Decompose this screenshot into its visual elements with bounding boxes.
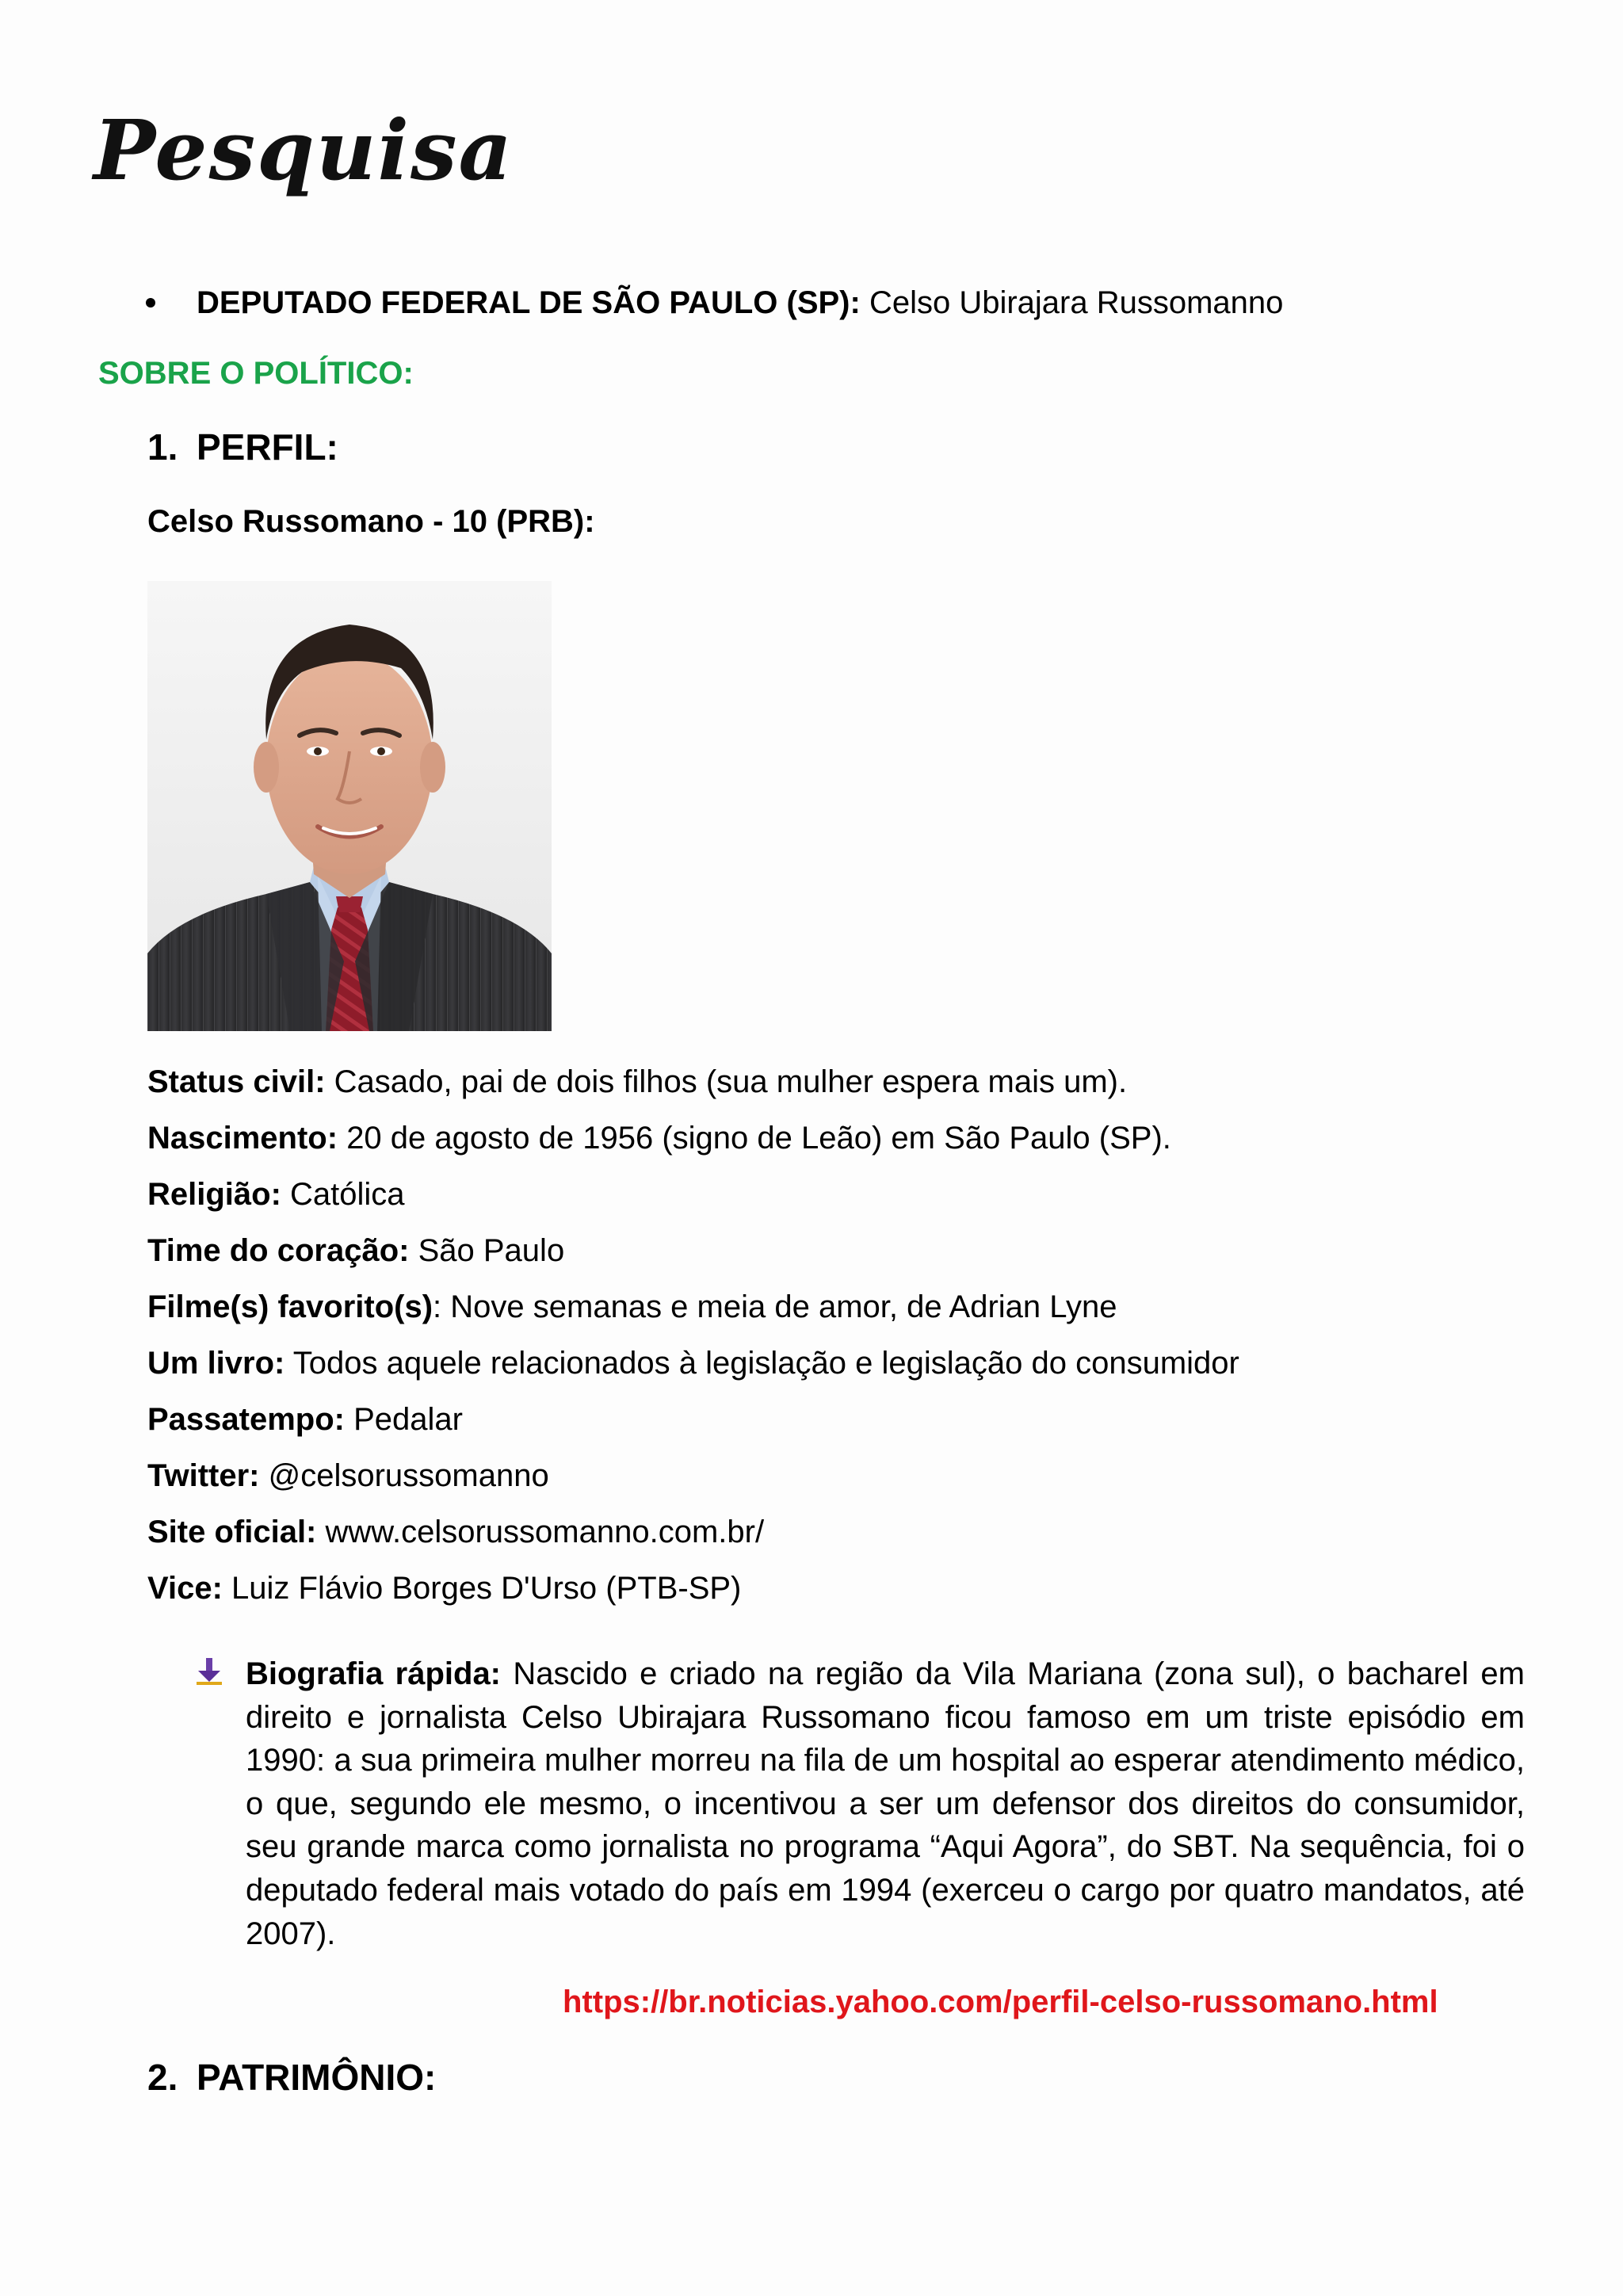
- deputy-line: [197, 285, 1283, 321]
- deputy-name: Celso Ubirajara Russomanno: [869, 285, 1284, 320]
- field-label: Site oficial:: [147, 1515, 317, 1549]
- field-label: Time do coração:: [147, 1233, 410, 1268]
- field-value: @celsorussomanno: [268, 1458, 549, 1493]
- bio-label: Biografia rápida:: [246, 1656, 502, 1691]
- field-value: : Nove semanas e meia de amor, de Adrian Lyne: [433, 1289, 1117, 1324]
- bio-paragraph: [246, 1652, 1525, 1955]
- candidate-name-line: Celso Russomano - 10 (PRB):: [147, 504, 595, 539]
- field-label: Passatempo:: [147, 1402, 345, 1437]
- field-value: www.celsorussomanno.com.br/: [325, 1515, 765, 1549]
- field-time: [147, 1232, 564, 1269]
- field-nascimento: [147, 1120, 1171, 1156]
- portrait-image: [147, 581, 552, 1031]
- field-label: Nascimento:: [147, 1121, 338, 1156]
- bio-text: Nascido e criado na região da Vila Mariana (zona sul), o bacharel em direito e jornalista Celso Ubirajara Russomano ficou famoso em um triste episódio em 1990: a sua primeira mulher morreu na fila de um hospital ao esperar atendimento médico, o que, segundo ele mesmo, o incentivou a ser um defensor dos direitos do consumidor, seu grande marca como jornalista no programa “Aqui Agora”, do SBT. Na sequência, foi o deputado federal mais votado do país em 1994 (exerceu o cargo por quatro mandatos, até 2007).: [246, 1656, 1525, 1951]
- section-heading-about: SOBRE O POLÍTICO:: [98, 356, 414, 391]
- field-label: Status civil:: [147, 1064, 326, 1099]
- field-value: São Paulo: [418, 1233, 565, 1268]
- field-passatempo: [147, 1401, 463, 1438]
- field-religiao: [147, 1176, 405, 1213]
- source-link[interactable]: https://br.noticias.yahoo.com/perfil-celso-russomano.html: [563, 1985, 1438, 2019]
- field-livro: [147, 1345, 1239, 1381]
- field-twitter: [147, 1457, 549, 1494]
- arrow-down-bullet-icon: [197, 1658, 222, 1685]
- deputy-label: DEPUTADO FEDERAL DE SÃO PAULO (SP):: [197, 285, 861, 320]
- field-vice: [147, 1570, 741, 1606]
- heading-perfil: [147, 426, 338, 468]
- field-label: Vice:: [147, 1571, 223, 1606]
- field-value: Casado, pai de dois filhos (sua mulher espera mais um).: [334, 1064, 1128, 1099]
- field-value: Católica: [290, 1177, 405, 1212]
- field-value: Todos aquele relacionados à legislação e legislação do consumidor: [292, 1346, 1239, 1381]
- field-status-civil: [147, 1064, 1127, 1100]
- field-label: Twitter:: [147, 1458, 260, 1493]
- field-site: [147, 1514, 764, 1550]
- heading-patrimonio: [147, 2057, 436, 2098]
- field-value: Pedalar: [353, 1402, 463, 1437]
- page-title: Pesquisa: [94, 101, 514, 199]
- bullet-dot-icon: [146, 298, 155, 308]
- field-value: 20 de agosto de 1956 (signo de Leão) em São Paulo (SP).: [346, 1121, 1171, 1156]
- field-label: Filme(s) favorito(s): [147, 1289, 433, 1324]
- heading-perfil-label: PERFIL:: [197, 426, 338, 468]
- field-label: Religião:: [147, 1177, 281, 1212]
- field-filmes: [147, 1289, 1117, 1325]
- heading-patrimonio-label: PATRIMÔNIO:: [197, 2057, 437, 2098]
- field-label: Um livro:: [147, 1346, 285, 1381]
- heading-perfil-number: 1.: [147, 426, 178, 468]
- candidate-photo: [147, 581, 552, 1031]
- field-value: Luiz Flávio Borges D'Urso (PTB-SP): [231, 1571, 742, 1606]
- heading-patrimonio-number: 2.: [147, 2057, 178, 2098]
